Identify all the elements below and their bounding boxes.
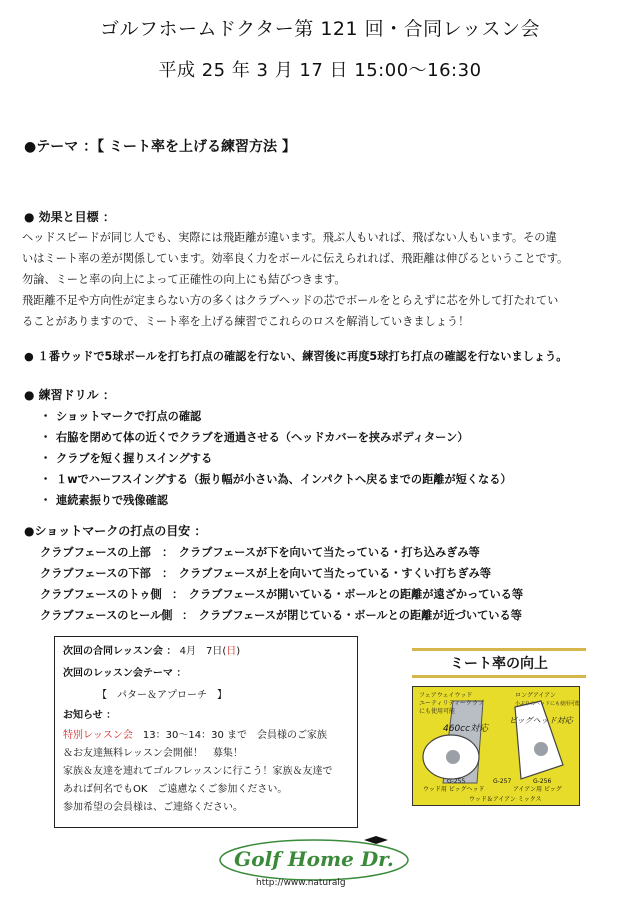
notice-line: 家族＆友達を連れてゴルフレッスンに行こう！家族＆友達で (63, 766, 333, 777)
page-title: ゴルフホームドクター第 121 回・合同レッスン会 (100, 18, 540, 40)
impact-mark-icon (446, 750, 460, 764)
drills-list (40, 406, 512, 511)
special-lesson-row (63, 727, 349, 745)
effects-line: 飛距離不足や方向性が定まらない方の多くはクラブヘッドの芯でボールをとらえずに芯を外して打たれてい (22, 294, 559, 307)
label-right-top: ロングアイアン (515, 692, 556, 699)
effects-line: いはミート率の差が関係しています。効率良く力をボールに伝えられれば、飛距離は伸びるということです。 (22, 252, 569, 265)
next-theme-label: 次回のレッスン会テーマ ： (63, 668, 187, 679)
shot-mark-value: ： クラブフェースが上を向いて当たっている・すくい打ちぎみ等 (162, 567, 491, 580)
promo-panel (412, 648, 586, 810)
notice-line: あれば何名でもOK ご遠慮なくご参加ください。 (63, 784, 288, 795)
left-model: G-255 (447, 778, 466, 785)
day-close-paren: ) (236, 646, 241, 657)
shot-mark-product-image (412, 686, 580, 806)
label-size: 460cc対応 (443, 724, 489, 734)
shot-mark-key: クラブフェースのヒール側 (40, 609, 173, 622)
left-name: ウッド用 ビッグヘッド (423, 786, 485, 793)
right-name: アイアン用 ビッグ (513, 786, 562, 793)
shot-mark-value: ： クラブフェースが下を向いて当たっている・打ち込みぎみ等 (162, 546, 480, 559)
next-lesson-day: 日 (226, 646, 237, 657)
website-link[interactable]: http://www.naturalg (256, 878, 346, 888)
day-open-paren: ( (222, 646, 227, 657)
shot-mark-row (40, 542, 523, 563)
right-model: G-256 (533, 778, 552, 785)
effects-heading: ● 効果と目標 ： (24, 210, 115, 224)
next-lesson-date-label: 次回の合同レッスン会 ： (63, 646, 177, 657)
shot-mark-row (40, 563, 523, 584)
label-right-mid: 小ぶりのヘッドにも使用可能 (515, 701, 580, 707)
shot-mark-key: クラブフェースの上部 (40, 546, 151, 559)
next-lesson-date: 4月 7日 (179, 646, 223, 657)
list-item: ・ 連続素振りで残像確認 (40, 490, 512, 511)
effects-line: ヘッドスピードが同じ人でも、実際には飛距離が違います。飛ぶ人もいれば、飛ばない人もいます。その違 (22, 231, 557, 244)
next-lesson-box (54, 636, 358, 828)
shot-mark-key: クラブフェースの下部 (40, 567, 151, 580)
notice-line: ＆お友達無料レッスン会開催！ 募集！ (63, 748, 243, 759)
shot-mark-value: ： クラブフェースが閉じている・ボールとの距離が近づいている等 (182, 609, 522, 622)
next-lesson-date-row (63, 643, 349, 661)
label-left-sub: にも使用可能 (419, 708, 456, 715)
shot-mark-row (40, 605, 523, 626)
list-item: ・ ショットマークで打点の確認 (40, 406, 512, 427)
list-item: ・ 右脇を閉めて体の近くでクラブを通過させる（ヘッドカバーを挟みボディターン） (40, 427, 512, 448)
bottom-name: ウッド＆アイアン ミックス (469, 796, 542, 803)
effects-line: 勿論、ミーと率の向上によって正確性の向上にも結びつきます。 (22, 273, 346, 286)
special-lesson-time: 13：30〜14：30 まで 会員様のご家族 (132, 730, 327, 741)
drills-heading: ● 練習ドリル ： (24, 388, 115, 402)
bottom-model: G-257 (493, 778, 512, 785)
list-item: ・ １wでハーフスイングする（振り幅が小さい為、インパクトへ戻るまでの距離が短くなる） (40, 469, 512, 490)
label-big-head: ビッグヘッド対応 (509, 716, 573, 725)
special-lesson-label: 特別レッスン会 (63, 730, 133, 741)
impact-mark-icon (534, 742, 548, 756)
label-left-top: フェアウェイウッド (419, 692, 473, 699)
theme-heading: ●テーマ ：【 ミート率を上げる練習方法 】 (24, 139, 296, 155)
effects-body (22, 227, 618, 332)
shot-marks-list (40, 542, 523, 626)
next-theme-value: 【 パター＆アプローチ 】 (97, 690, 227, 701)
logo-text: Golf Home Dr. (234, 847, 394, 871)
promo-title: ミート率の向上 (412, 648, 586, 678)
notice-label: お知らせ ： (63, 710, 117, 721)
event-date: 平成 25 年 3 月 17 日 15:00〜16:30 (158, 60, 482, 81)
shot-mark-value: ： クラブフェースが開いている・ボールとの距離が遠ざかっている等 (172, 588, 524, 601)
practice-instruction: ● １番ウッドで5球ボールを打ち打点の確認を行ない、練習後に再度5球打ち打点の確認を行ないましょう。 (24, 350, 568, 363)
list-item: ・ クラブを短く握りスイングする (40, 448, 512, 469)
shot-mark-key: クラブフェースのトゥ側 (40, 588, 162, 601)
shot-marks-heading: ●ショットマークの打点の目安 ： (24, 524, 207, 538)
effects-line: ることがありますので、ミート率を上げる練習でこれらのロスを解消していきましょう！ (22, 315, 470, 328)
shot-mark-row (40, 584, 523, 605)
label-left-mid: ユーティリティークラブ (419, 700, 484, 707)
notice-line: 参加希望の会員様は、ご連絡ください。 (63, 802, 243, 813)
